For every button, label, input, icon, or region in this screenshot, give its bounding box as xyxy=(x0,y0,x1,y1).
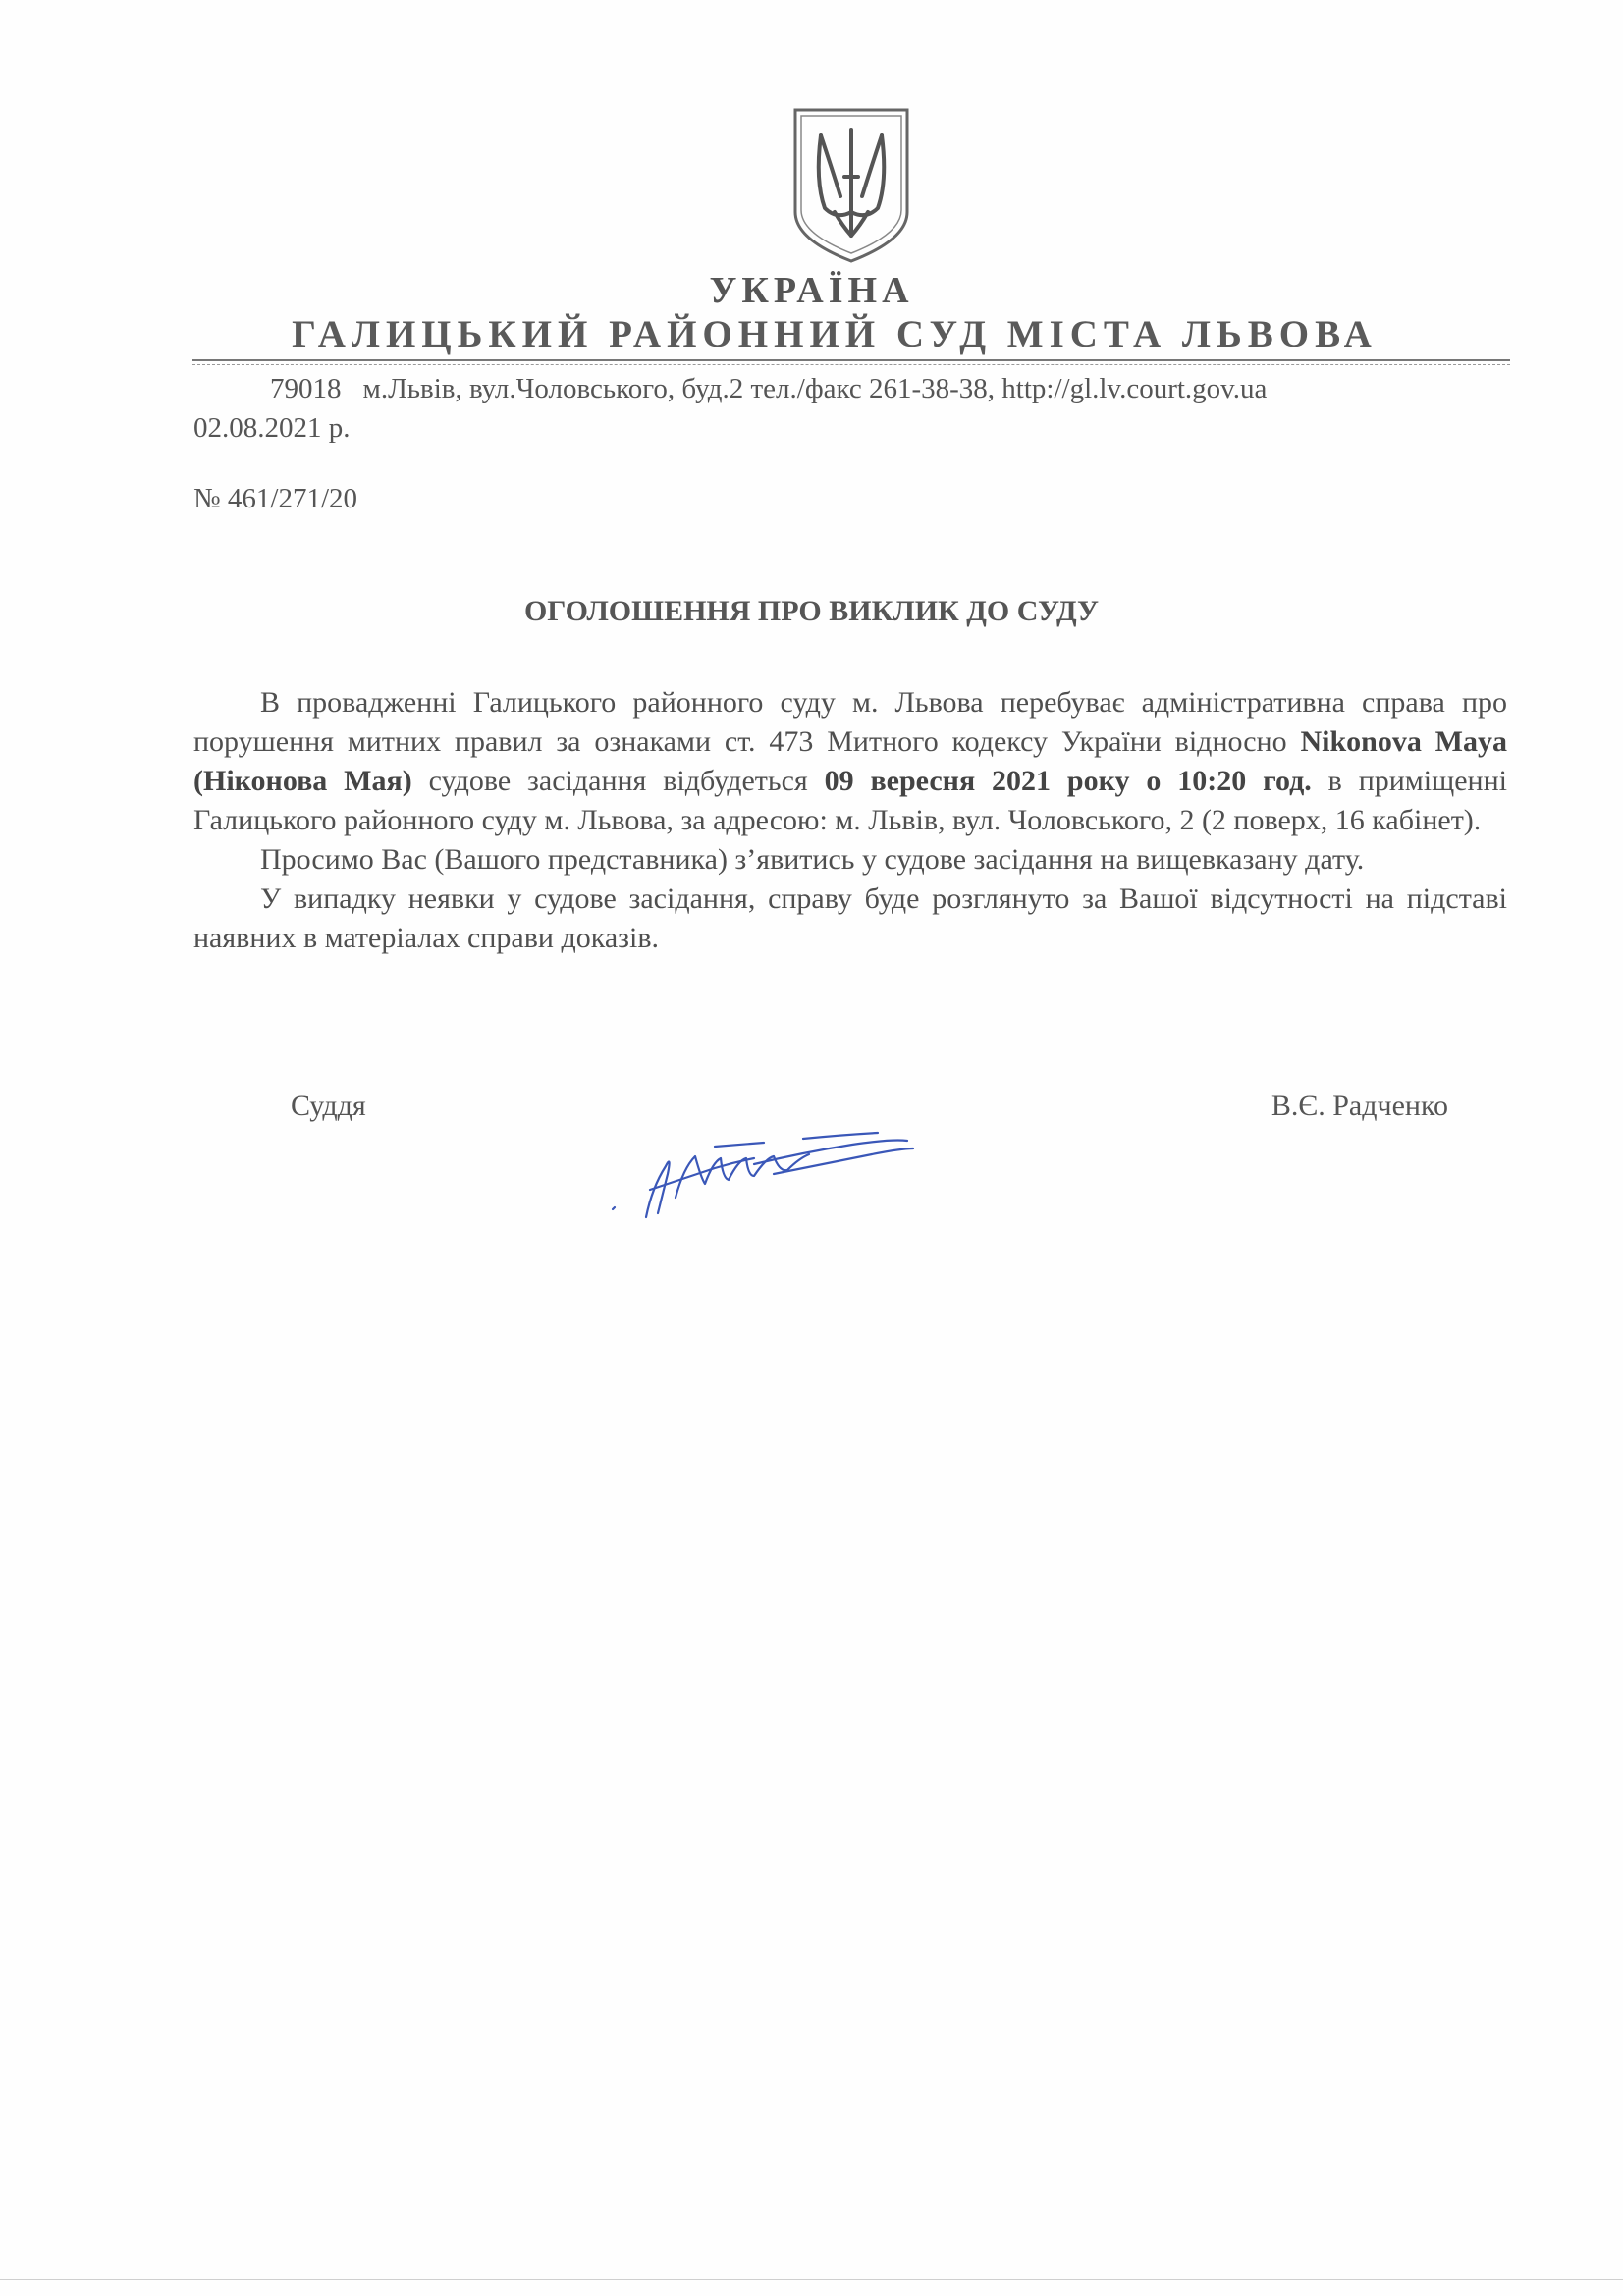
judge-name: В.Є. Радченко xyxy=(1271,1090,1448,1122)
scan-edge-line xyxy=(0,2279,1623,2280)
document-date: 02.08.2021 р. xyxy=(193,412,351,444)
judge-role-label: Суддя xyxy=(291,1090,366,1122)
country-heading: УКРАЇНА xyxy=(709,270,914,311)
notice-paragraph: У випадку неявки у судове засідання, справу буде розглянуто за Вашої відсутності на підставі наявних в матеріалах справи доказів. xyxy=(193,882,1507,954)
notice-body xyxy=(193,683,1507,958)
header-divider-dashed xyxy=(192,364,1510,365)
header-divider xyxy=(192,359,1510,361)
notice-paragraph: Просимо Вас (Вашого представника) з’явитись у судове засідання на вищевказану дату. xyxy=(260,843,1365,876)
paragraph-text: в приміщенні Галицького районного суду м. Львова, за адресою: м. Львів, вул. Чоловського, 2 (2 поверх, 16 кабінет). xyxy=(193,765,1507,836)
notice-paragraph xyxy=(193,683,1507,840)
notice-title: ОГОЛОШЕННЯ ПРО ВИКЛИК ДО СУДУ xyxy=(523,595,1100,627)
defendant-name: Nikonova Maya (Ніконова Мая) xyxy=(193,725,1507,797)
court-address xyxy=(270,373,1267,405)
handwritten-signature xyxy=(607,1119,921,1227)
hearing-datetime: 09 вересня 2021 року о 10:20 год. xyxy=(824,765,1312,797)
case-number: № 461/271/20 xyxy=(193,483,358,514)
court-name-heading: ГАЛИЦЬКИЙ РАЙОННИЙ СУД МІСТА ЛЬВОВА xyxy=(292,313,1378,355)
paragraph-text: судове засідання відбудеться xyxy=(411,765,825,797)
paragraph-text: В провадженні Галицького районного суду м. Львова перебуває адміністративна справа про порушення митних правил за ознаками ст. 473 Митного кодексу України відносно xyxy=(193,686,1507,758)
address-line: м.Львів, вул.Чоловського, буд.2 тел./факс 261-38-38, http://gl.lv.court.gov.ua xyxy=(362,373,1268,404)
postal-code: 79018 xyxy=(270,373,342,404)
trident-coat-of-arms-icon xyxy=(785,102,917,267)
